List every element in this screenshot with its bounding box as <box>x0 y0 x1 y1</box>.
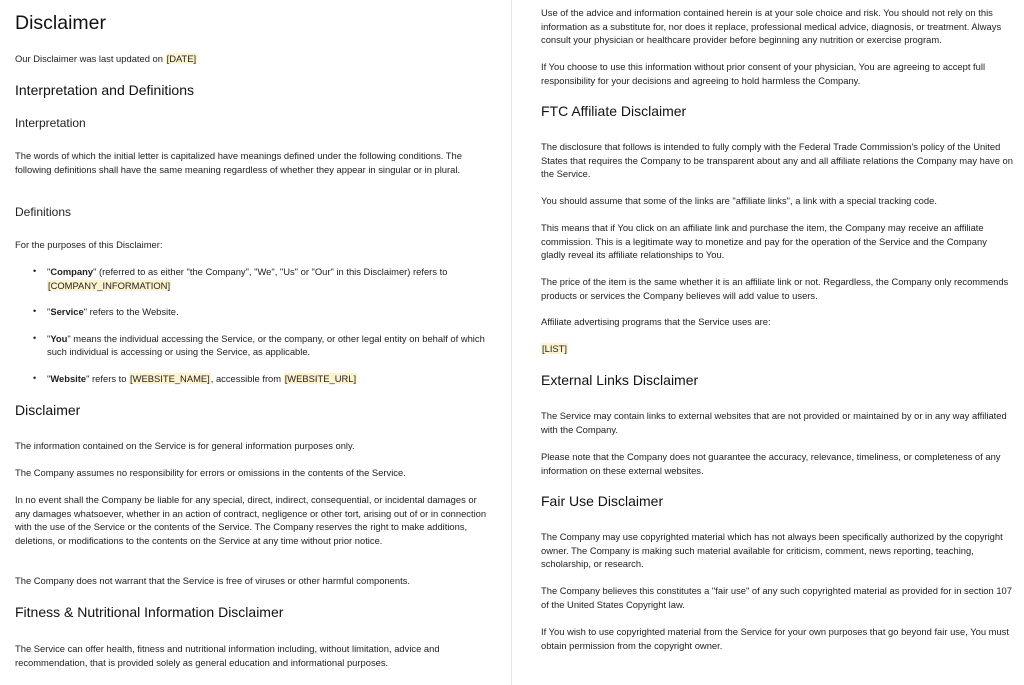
heading-definitions: Definitions <box>15 205 72 219</box>
heading-interpretation-definitions: Interpretation and Definitions <box>15 82 194 98</box>
interpretation-paragraph: The words of which the initial letter is capitalized have meanings defined under the following conditions. The following definitions shall have the same meaning regardless of whether they appear in singular or in plural. <box>15 150 462 175</box>
heading-fitness: Fitness & Nutritional Information Disclaimer <box>15 604 284 620</box>
heading-fair-use: Fair Use Disclaimer <box>541 493 664 509</box>
term-you: You <box>50 332 68 344</box>
list-placeholder: [LIST] <box>542 343 568 354</box>
heading-interpretation: Interpretation <box>15 116 86 130</box>
fair-use-paragraph-1: The Company may use copyrighted material which has not always been specifically authorized by the copyright owner. The Company is making such material available for criticism, comment, news reporting, teaching, scholarship, or research. <box>541 531 1003 569</box>
fitness-paragraph-1: The Service can offer health, fitness and nutritional information including, without limitation, advice and recommendation, that is provided solely as general education and informational purposes. <box>15 643 440 668</box>
term-service: Service <box>50 306 84 317</box>
term-website: Website <box>50 372 87 384</box>
fair-use-paragraph-2: The Company believes this constitutes a "fair use" of any such copyrighted material as provided for in section 107 of the United States Copyright law. <box>541 585 1012 610</box>
disclaimer-paragraph-4: The Company does not warrant that the Service is free of viruses or other harmful components. <box>15 575 410 586</box>
ftc-paragraph-5: Affiliate advertising programs that the Service uses are: <box>541 316 771 327</box>
last-updated-line: Our Disclaimer was last updated on [DATE] <box>15 53 197 64</box>
ftc-paragraph-4: The price of the item is the same whether it is an affiliate link or not. Regardless, the Company only recommends products or services the Company believes will add value to users. <box>541 276 1009 301</box>
company-info-placeholder: [COMPANY_INFORMATION] <box>48 279 171 291</box>
definitions-list <box>15 265 490 385</box>
disclaimer-paragraph-3: In no event shall the Company be liable for any special, direct, indirect, consequential, or incidental damages or any damages whatsoever, whether in an action of contract, negligence or other tort, arising out of or in connection with the use of the Service or the contents of the Service. The Company reserves the right to make additions, deletions, or modifications to the contents on the Service at any time without prior notice. <box>15 494 487 546</box>
date-placeholder: [DATE] <box>166 53 197 64</box>
heading-disclaimer: Disclaimer <box>15 402 81 418</box>
heading-external-links: External Links Disclaimer <box>541 372 699 388</box>
heading-ftc: FTC Affiliate Disclaimer <box>541 103 687 119</box>
definitions-intro: For the purposes of this Disclaimer: <box>15 239 163 250</box>
column-divider <box>511 0 512 685</box>
definition-you: • "You" means the individual accessing the Service, or the company, or other legal entity on behalf of which such individual is accessing or using the Service, as applicable. <box>33 332 485 357</box>
external-paragraph-2: Please note that the Company does not guarantee the accuracy, relevance, timeliness, or completeness of any information on these external websites. <box>541 451 1001 476</box>
disclaimer-paragraph-1: The information contained on the Service is for general information purposes only. <box>15 440 355 451</box>
fitness-paragraph-2: Use of the advice and information contained herein is at your sole choice and risk. You should not rely on this information as a substitute for, nor does it replace, professional medical advice, diagnosis, or treatment. Always consult your physician or healthcare provider before beginning any nutrition or exercise program. <box>541 7 1002 45</box>
ftc-paragraph-3: This means that if You click on an affiliate link and purchase the item, the Company may receive an affiliate commission. This is a legitimate way to monetize and pay for the operation of the Service and the Company gladly reveal its affiliate relationships to You. <box>541 222 987 260</box>
disclaimer-paragraph-2: The Company assumes no responsibility for errors or omissions in the contents of the Service. <box>15 467 406 478</box>
ftc-paragraph-1: The disclosure that follows is intended to fully comply with the Federal Trade Commission's policy of the United States that requires the Company to be transparent about any and all affiliate relations the Company may have on the Service. <box>541 141 1013 179</box>
ftc-list-line <box>541 342 1013 356</box>
external-paragraph-1: The Service may contain links to external websites that are not provided or maintained by or in any way affiliated with the Company. <box>541 410 1007 435</box>
website-url-placeholder: [WEBSITE_URL] <box>284 372 357 384</box>
definition-service: • "Service" refers to the Website. <box>33 306 179 317</box>
fitness-paragraph-3: If You choose to use this information without prior consent of your physician, You are agreeing to accept full responsibility for your decisions and agreeing to hold harmless the Company. <box>541 61 986 86</box>
ftc-paragraph-2: You should assume that some of the links are "affiliate links", a link with a special tracking code. <box>541 195 937 206</box>
definition-company: • "Company" (referred to as either "the Company", "We", "Us" or "Our" in this Disclaimer) refers to [COMPANY_INFORMATION] <box>33 266 448 291</box>
term-company: Company <box>50 266 94 277</box>
page-title: Disclaimer <box>15 12 107 34</box>
definition-website: • "Website" refers to [WEBSITE_NAME], accessible from [WEBSITE_URL] <box>33 372 357 384</box>
fair-use-paragraph-3: If You wish to use copyrighted material from the Service for your own purposes that go beyond fair use, You must obtain permission from the copyright owner. <box>541 626 1009 651</box>
website-name-placeholder: [WEBSITE_NAME] <box>130 372 210 384</box>
